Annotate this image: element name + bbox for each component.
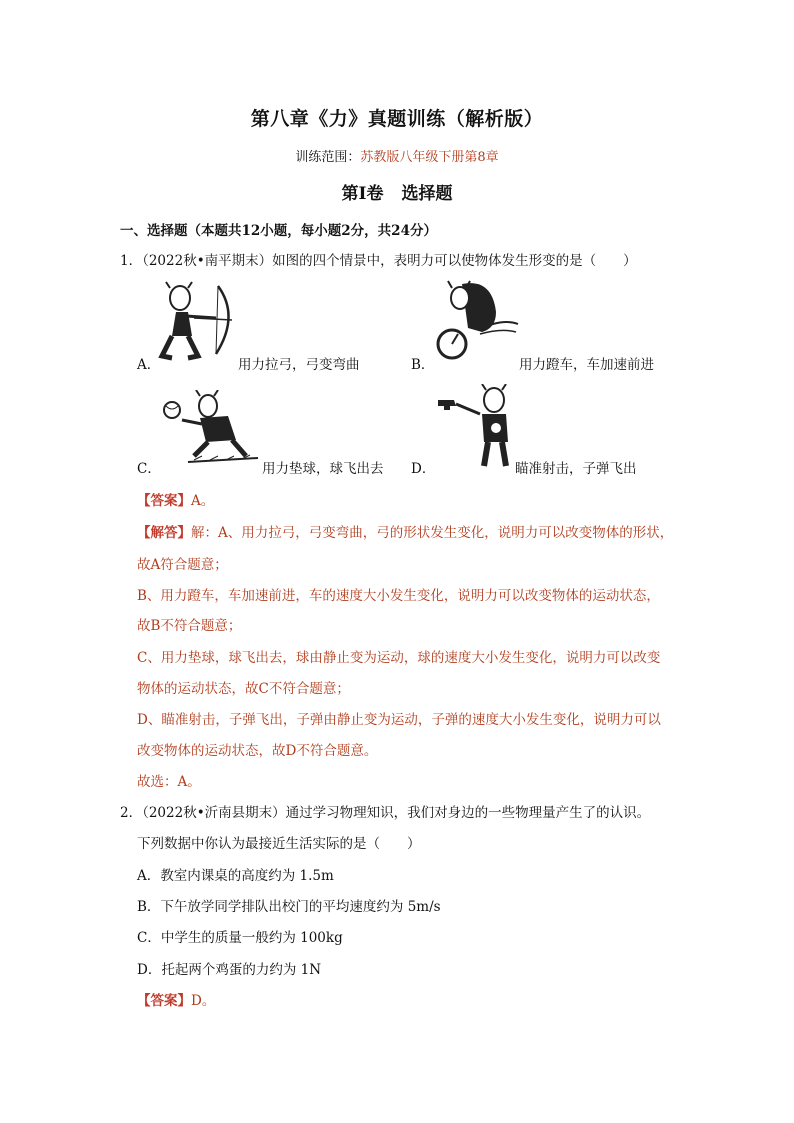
section-type: 选择题 [401,184,453,204]
subtitle-prefix: 训练范围： [295,150,361,165]
section-heading [0,179,794,204]
shooter-figure [436,384,516,470]
volleyball-figure [158,390,264,468]
q1-analysis-line-6: 物体的运动状态，故C不符合题意； [137,681,350,697]
q1-analysis-line-1: 【解答】解：A、用力拉弓，弓变弯曲，弓的形状发生变化，说明力可以改变物体的形状， [137,525,674,541]
q2-option-a: A．教室内课桌的高度约为 1.5m [137,868,334,884]
analysis-tag: 【解答】 [137,525,191,541]
page-title: 第八章《力》真题训练（解析版） [250,108,544,130]
q1-analysis-line-3: B、用力蹬车，车加速前进，车的速度大小发生变化，说明力可以改变物体的运动状态， [137,588,660,604]
q1-analysis-line-5: C、用力垫球，球飞出去，球由静止变为运动，球的速度大小发生变化，说明力可以改变 [137,650,661,666]
subtitle-scope: 苏教版八年级下册第8章 [360,150,499,165]
page-subtitle [0,146,794,165]
q1-choice: 故选：A。 [137,774,201,790]
q1-option-c-text: 用力垫球，球飞出去 [262,461,384,477]
q2-stem-line-1: 2．（2022秋•沂南县期末）通过学习物理知识，我们对身边的一些物理量产生了的认识。 [120,805,651,821]
q2-option-c: C．中学生的质量一般约为 100kg [137,930,343,946]
q2-option-b: B．下午放学同学排队出校门的平均速度约为 5m/s [137,899,441,915]
q1-analysis-line-8: 改变物体的运动状态，故D不符合题意。 [137,743,378,759]
q2-answer [137,989,215,1009]
q1-analysis-line-7: D、瞄准射击，子弹飞出，子弹由静止变为运动，子弹的速度大小发生变化，说明力可以 [137,712,661,728]
archer-figure [158,280,240,362]
q1-option-d-letter: D． [411,461,436,477]
answer-tag: 【答案】 [137,493,191,509]
q1-answer [137,489,214,509]
answer-tag: 【答案】 [137,993,191,1009]
section-volume: 第Ⅰ卷 [341,184,384,204]
q2-option-d: D．托起两个鸡蛋的力约为 1N [137,962,322,978]
q1-option-b-text: 用力蹬车，车加速前进 [519,357,654,373]
q1-option-c-letter: C． [137,461,161,477]
q1-analysis-line-2: 故A符合题意； [137,557,228,573]
q1-stem: 1．（2022秋•南平期末）如图的四个情景中，表明力可以使物体发生形变的是（ ） [120,253,637,269]
part-heading: 一、选择题（本题共12小题，每小题2分，共24分） [120,223,437,239]
q1-analysis-line-4: 故B不符合题意； [137,618,242,634]
q1-option-b-letter: B． [411,357,435,373]
q1-option-a-text: 用力拉弓，弓变弯曲 [238,357,360,373]
q1-option-d-text: 瞄准射击，子弹飞出 [515,461,637,477]
q2-stem-line-2: 下列数据中你认为最接近生活实际的是（ ） [137,836,421,852]
answer-text: A。 [191,493,215,509]
cyclist-figure [432,278,520,362]
q1-option-a-letter: A． [137,357,161,373]
answer-text: D。 [191,993,216,1009]
